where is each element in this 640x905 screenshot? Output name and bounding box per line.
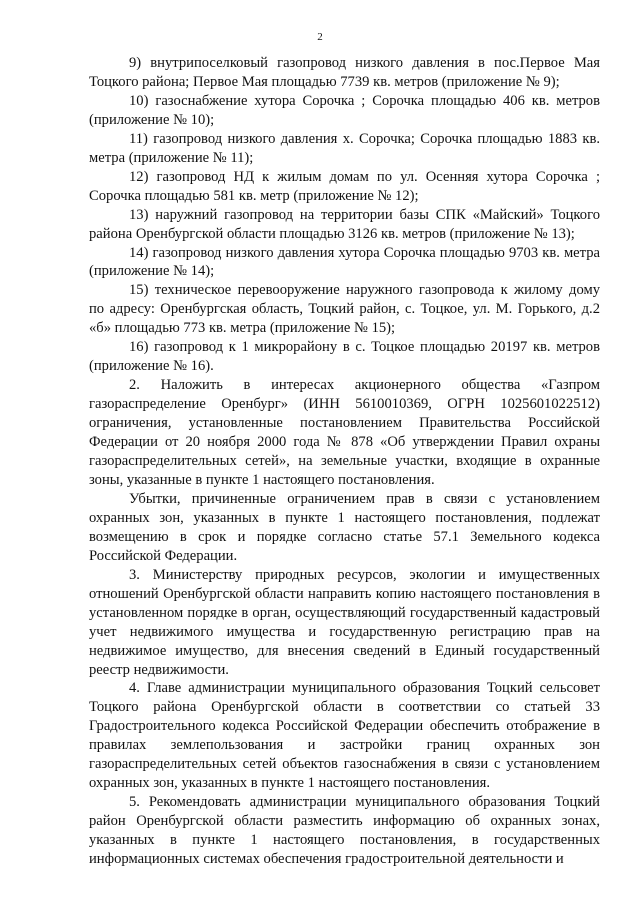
document-body xyxy=(89,54,600,869)
paragraph-clause-4: 4. Главе администрации муниципального образования Тоцкий сельсовет Тоцкого района Оренбургской области в соответствии со статьей 33 Градостроительного кодекса Российской Федерации обеспечить отображение в правилах землепользования и застройки границ охранных зон газораспределительных сетей объектов газоснабжения в связи с установлением охранных зон, указанных в пункте 1 настоящего постановления. xyxy=(89,680,600,792)
paragraph-damages: Убытки, причиненные ограничением прав в связи с установлением охранных зон, указанных в пункте 1 настоящего постановления, подлежат возмещению в срок и порядке согласно статье 57.1 Земельного кодекса Российской Федерации. xyxy=(89,490,600,564)
paragraph-item-13: 13) наружний газопровод на территории базы СПК «Майский» Тоцкого района Оренбургской области площадью 3126 кв. метров (приложение № 13); xyxy=(89,206,600,242)
paragraph-item-10: 10) газоснабжение хутора Сорочка ; Сорочка площадью 406 кв. метров (приложение № 10); xyxy=(89,92,600,128)
paragraph-clause-5: 5. Рекомендовать администрации муниципального образования Тоцкий район Оренбургской области разместить информацию об охранных зонах, указанных в пункте 1 настоящего постановления, в государственных информационных системах обеспечения градостроительной деятельности и xyxy=(89,794,600,868)
paragraph-clause-2: 2. Наложить в интересах акционерного общества «Газпром газораспределение Оренбург» (ИНН 5610010369, ОГРН 1025601022512) ограничения, установленные постановлением Правительства Российской Федерации от 20 ноября 2000 года № 878 «Об утверждении Правил охраны газораспределительных сетей», на земельные участки, входящие в охранные зоны, указанные в пункте 1 настоящего постановления. xyxy=(89,377,600,488)
paragraph-item-12: 12) газопровод НД к жилым домам по ул. Осенняя хутора Сорочка ; Сорочка площадью 581 кв. метр (приложение № 12); xyxy=(89,168,600,204)
paragraph-item-9: 9) внутрипоселковый газопровод низкого давления в пос.Первое Мая Тоцкого района; Первое Мая площадью 7739 кв. метров (приложение № 9); xyxy=(89,55,600,90)
paragraph-item-14: 14) газопровод низкого давления хутора Сорочка площадью 9703 кв. метра (приложение № 14); xyxy=(89,244,600,280)
paragraph-item-15: 15) техническое перевооружение наружного газопровода к жилому дому по адресу: Оренбургская область, Тоцкий район, с. Тоцкое, ул. М. Горького, д.2 «б» площадью 773 кв. метра (приложение № 15); xyxy=(89,282,600,337)
page-number: 2 xyxy=(317,31,323,43)
paragraph-item-11: 11) газопровод низкого давления х. Сорочка; Сорочка площадью 1883 кв. метра (приложение № 11); xyxy=(89,130,600,166)
paragraph-clause-3: 3. Министерству природных ресурсов, экологии и имущественных отношений Оренбургской области направить копию настоящего постановления в установленном порядке в орган, осуществляющий государственный кадастровый учет недвижимого имущества и государственную регистрацию прав на недвижимое имущество, для внесения сведений в Единый государственный реестр недвижимости. xyxy=(89,566,600,678)
paragraph-item-16: 16) газопровод к 1 микрорайону в с. Тоцкое площадью 20197 кв. метров (приложение № 16). xyxy=(89,339,600,375)
